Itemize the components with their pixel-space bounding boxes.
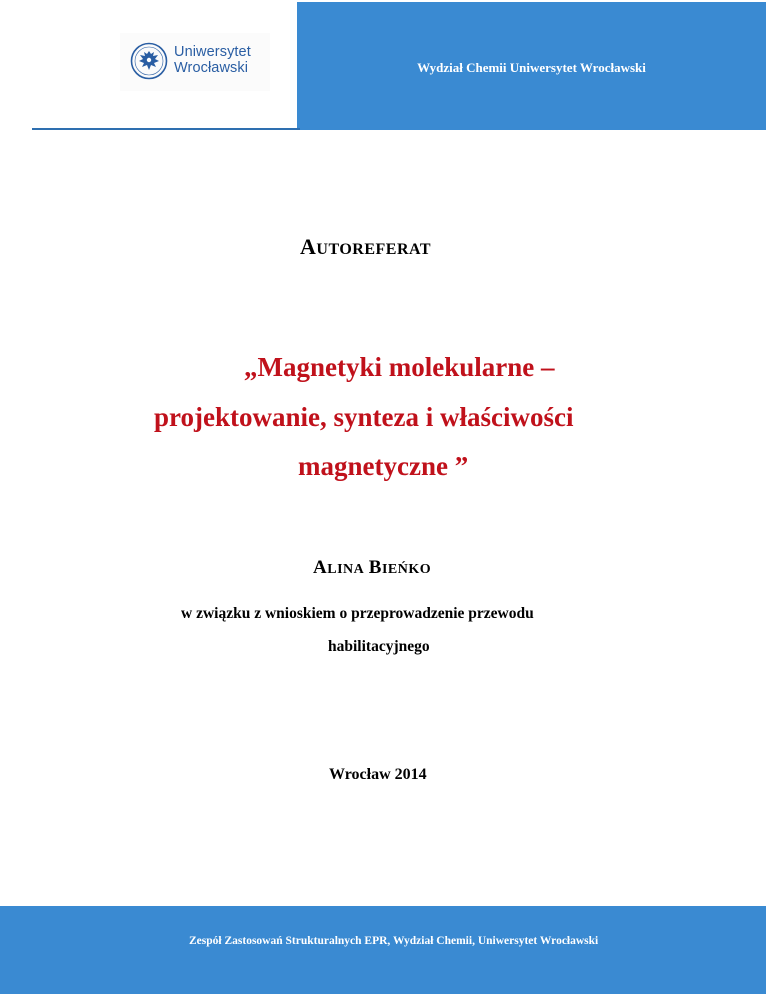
faculty-title: Wydział Chemii Uniwersytet Wrocławski: [417, 60, 646, 75]
document-type-rest: UTOREFERAT: [316, 241, 432, 258]
title-line-1: „Magnetyki molekularne –: [244, 352, 555, 382]
header-divider: [32, 128, 300, 130]
footer-band: [0, 906, 766, 994]
header-band: [297, 2, 766, 130]
logo-line-1: Uniwersytet: [174, 44, 251, 60]
title-line-3: magnetyczne ”: [298, 451, 469, 481]
author-first-rest: LINA: [327, 562, 365, 577]
footer-text: Zespół Zastosowań Strukturalnych EPR, Wydział Chemii, Uniwersytet Wrocławski: [189, 935, 599, 947]
author-name: [313, 557, 431, 579]
university-logo: [120, 33, 270, 91]
eagle-seal-icon: [130, 42, 168, 80]
logo-line-2: Wrocławski: [174, 60, 249, 76]
title-line-2: projektowanie, synteza i właściwości: [154, 402, 574, 432]
place-date: Wrocław 2014: [329, 766, 427, 783]
author-first-initial: A: [313, 557, 328, 578]
subject-line-2: habilitacyjnego: [328, 638, 430, 655]
author-last-rest: IEŃKO: [381, 562, 432, 577]
subject-line-1: w związku z wnioskiem o przeprowadzenie przewodu: [181, 605, 534, 622]
document-type-initial: A: [300, 234, 317, 259]
author-last-initial: B: [368, 557, 382, 578]
logo-wordmark: [174, 44, 251, 76]
document-type: [300, 234, 431, 260]
